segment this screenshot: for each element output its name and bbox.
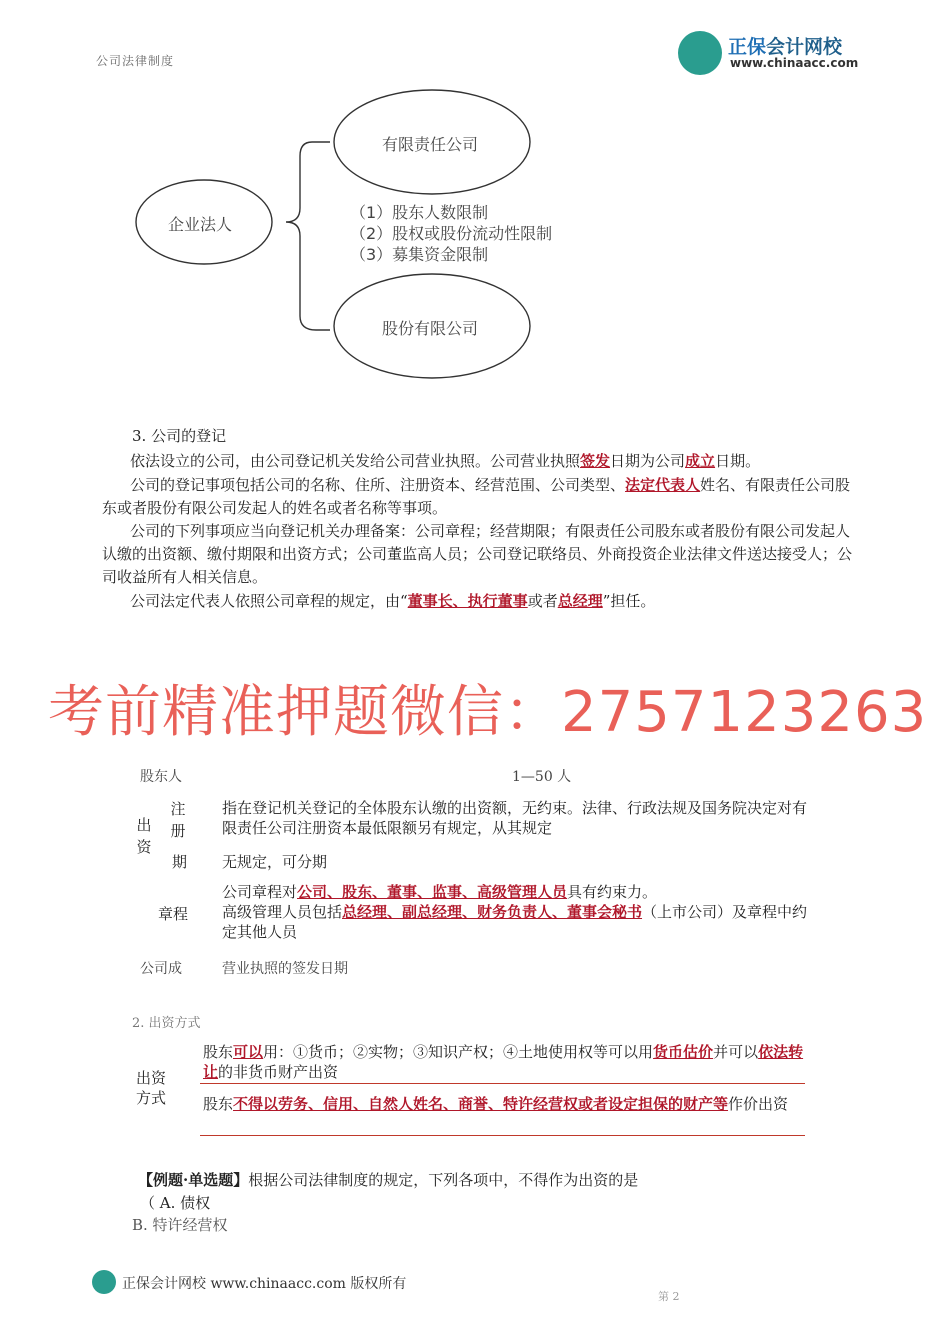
top-node-label: 有限责任公司	[382, 135, 479, 154]
paragraph-4: 公司法定代表人依照公司章程的规定，由“董事长、执行董事或者总经理”担任。	[130, 592, 656, 610]
logo-title: 正保会计网校	[728, 36, 843, 58]
section-heading: 3. 公司的登记	[132, 427, 227, 445]
page-number: 第 2	[658, 1290, 680, 1303]
chapter-header: 公司法律制度	[96, 54, 175, 68]
founding-text: 营业执照的签发日期	[222, 961, 348, 977]
limit-item-1: （1）股东人数限制	[350, 203, 489, 222]
shareholders-value: 1—50 人	[512, 769, 572, 785]
registered-label: 注册	[170, 800, 186, 840]
logo-url: www.chinaacc.com	[730, 56, 859, 70]
contribution-heading: 2. 出资方式	[132, 1016, 201, 1031]
table-bottom-line	[200, 1135, 805, 1136]
period-label: 期	[172, 853, 188, 871]
watermark-text: 考前精准押题微信：2757123263	[48, 680, 928, 745]
charter-line-1: 公司章程对公司、股东、董事、监事、高级管理人员具有约束力。	[222, 883, 658, 901]
option-a: （ A. 债权	[140, 1194, 211, 1212]
capital-label: 出资	[136, 816, 152, 856]
founding-label: 公司成	[140, 961, 182, 977]
contribution-row-1: 股东可以用：①货币；②实物；③知识产权；④土地使用权等可以用货币估价并可以依法转让的非货币财产出资	[203, 1043, 804, 1081]
footer-copyright: 正保会计网校 www.chinaacc.com 版权所有	[122, 1276, 407, 1292]
period-text: 无规定，可分期	[222, 853, 328, 871]
row-divider	[200, 1083, 805, 1084]
paragraph-2: 公司的登记事项包括公司的名称、住所、注册资本、经营范围、公司类型、法定代表人姓名、有限责任公司股东或者股份有限公司发起人的姓名或者名称等事项。	[102, 476, 851, 517]
logo-mark-icon	[678, 31, 722, 75]
limit-item-2: （2）股权或股份流动性限制	[350, 224, 553, 243]
left-node-label: 企业法人	[168, 215, 233, 234]
limit-item-3: （3）募集资金限制	[350, 245, 489, 264]
bracket-connector	[286, 142, 330, 330]
charter-label: 章程	[158, 905, 189, 923]
registered-text: 指在登记机关登记的全体股东认缴的出资额，无约束。法律、行政法规及国务院决定对有限责任公司注册资本最低限额另有规定，从其规定	[222, 799, 808, 837]
example-question: 【例题·单选题】根据公司法律制度的规定，下列各项中，不得作为出资的是	[138, 1171, 639, 1189]
contribution-row-2: 股东不得以劳务、信用、自然人姓名、商誉、特许经营权或者设定担保的财产等作价出资	[203, 1095, 789, 1113]
brand-logo	[678, 28, 918, 78]
footer-logo-icon	[92, 1270, 116, 1294]
option-b: B. 特许经营权	[132, 1216, 228, 1234]
bottom-node-label: 股份有限公司	[382, 319, 479, 338]
shareholders-label: 股东人	[140, 769, 182, 785]
contribution-label: 出资方式	[136, 1069, 167, 1107]
charter-line-2: 高级管理人员包括总经理、副总经理、财务负责人、董事会秘书（上市公司）及章程中约定其他人员	[222, 903, 808, 941]
paragraph-3: 公司的下列事项应当向登记机关办理备案：公司章程；经营期限；有限责任公司股东或者股份有限公司发起人认缴的出资额、缴付期限和出资方式；公司董监高人员；公司登记联络员、外商投资企业法律文件送达接受人；公司收益所有人相关信息。	[102, 522, 853, 586]
paragraph-1: 依法设立的公司，由公司登记机关发给公司营业执照。公司营业执照签发日期为公司成立日期。	[130, 452, 761, 470]
